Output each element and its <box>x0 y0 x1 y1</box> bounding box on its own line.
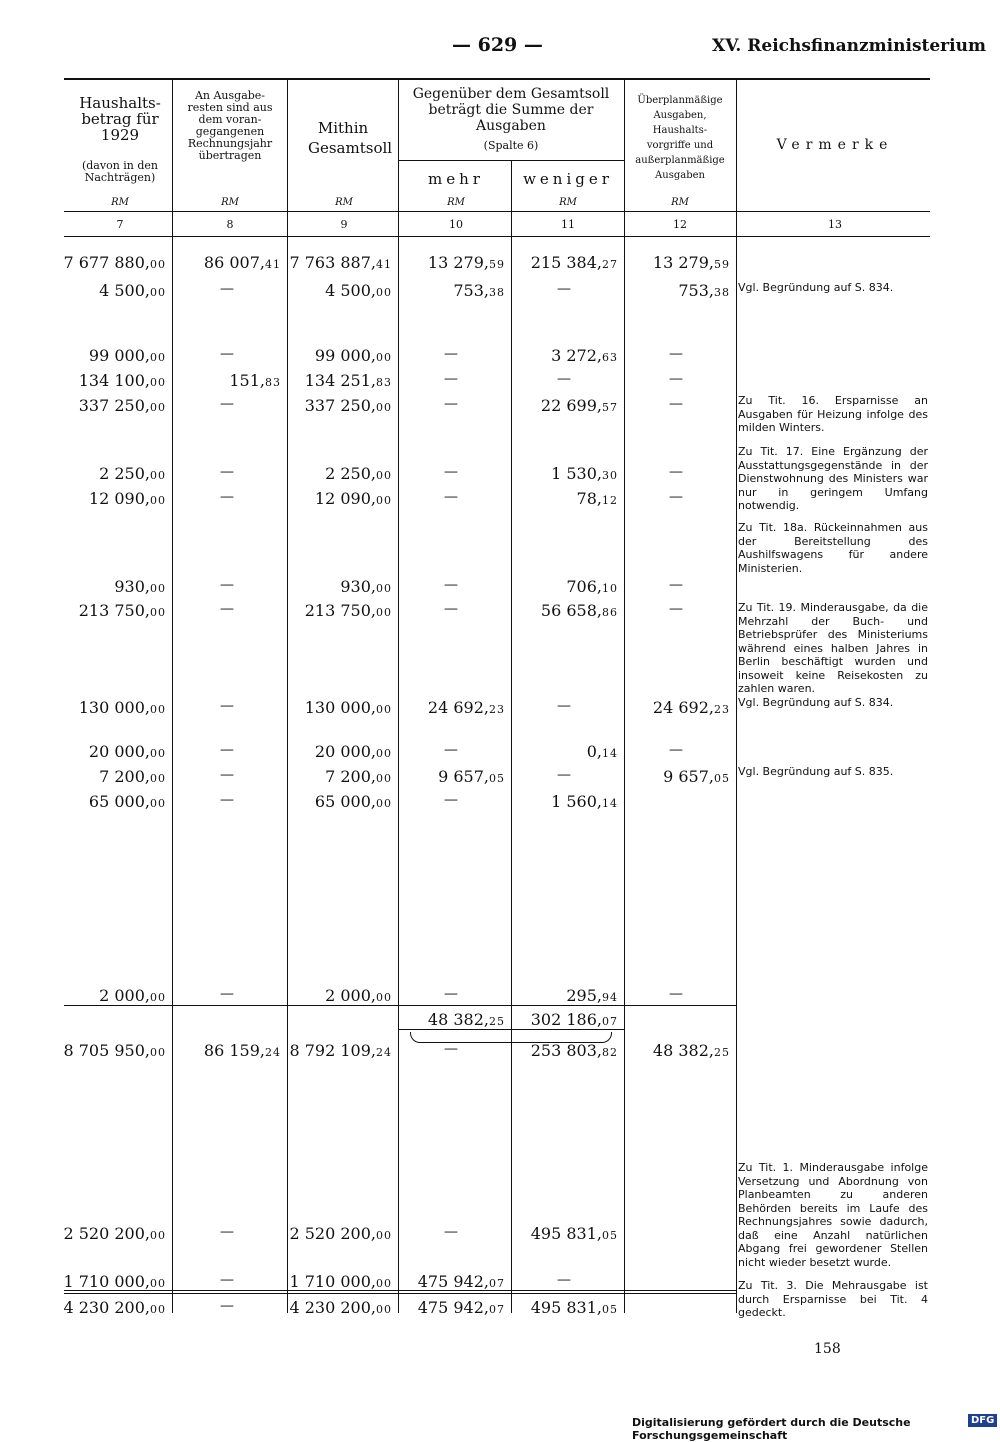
cell-c10: — <box>444 1041 458 1057</box>
amount-cents: 63 <box>602 351 618 364</box>
amount-cents: 00 <box>150 351 166 364</box>
cell-c8: — <box>220 489 234 505</box>
amount-cents: 05 <box>602 1303 618 1316</box>
amount-cents: 00 <box>376 747 392 760</box>
col11-unit: RM <box>559 197 577 208</box>
amount-whole: 9 657, <box>663 767 714 786</box>
cell-c7 <box>58 1224 166 1243</box>
amount-cents: 00 <box>376 797 392 810</box>
amount-cents: 41 <box>265 258 281 271</box>
amount-cents: 05 <box>602 1229 618 1242</box>
amount-cents: 94 <box>602 991 618 1004</box>
cell-c8: — <box>220 1298 234 1314</box>
amount-cents: 14 <box>602 747 618 760</box>
cell-c7 <box>58 1298 166 1317</box>
amount-whole: 8 705 950, <box>63 1041 150 1060</box>
amount-cents: 12 <box>602 494 618 507</box>
cell-c7 <box>58 281 166 300</box>
cell-c10: — <box>444 489 458 505</box>
cell-c8: — <box>220 346 234 362</box>
note-tit-3: Zu Tit. 3. Die Mehrausgabe ist durch Ersparnisse bei Tit. 4 gedeckt. <box>738 1279 928 1319</box>
note-vgl-834-a: Vgl. Begründung auf S. 834. <box>738 281 894 294</box>
amount-cents: 07 <box>489 1303 505 1316</box>
amount-cents: 24 <box>376 1046 392 1059</box>
note-tit-17: Zu Tit. 17. Eine Ergänzung der Ausstattungsgegenstände in der Dienstwohnung des Ministers war nur in geringem Umfang notwendig. <box>738 445 928 512</box>
note-vgl-835: Vgl. Begründung auf S. 835. <box>738 765 894 778</box>
cell-c8: — <box>220 792 234 808</box>
amount-whole: 130 000, <box>78 698 150 717</box>
amount-whole: 151, <box>229 371 265 390</box>
cell-c10 <box>397 1272 505 1291</box>
cell-c11 <box>510 396 618 415</box>
amount-cents: 07 <box>602 1015 618 1028</box>
col9-unit: RM <box>335 197 353 208</box>
cell-c7 <box>58 346 166 365</box>
amount-whole: 213 750, <box>304 601 376 620</box>
amount-cents: 00 <box>150 401 166 414</box>
cell-c11 <box>510 577 618 596</box>
amount-cents: 00 <box>376 703 392 716</box>
note-vgl-834-b: Vgl. Begründung auf S. 834. <box>738 696 894 709</box>
cell-c7 <box>58 742 166 761</box>
col10-header: mehr <box>428 170 484 188</box>
amount-whole: 2 520 200, <box>289 1224 376 1243</box>
amount-cents: 59 <box>489 258 505 271</box>
cell-c8: — <box>220 396 234 412</box>
cell-c12 <box>622 253 730 272</box>
cell-c10: — <box>444 346 458 362</box>
amount-cents: 00 <box>376 582 392 595</box>
amount-cents: 38 <box>489 286 505 299</box>
cell-c7 <box>58 1272 166 1291</box>
cell-c9 <box>284 346 392 365</box>
amount-cents: 25 <box>714 1046 730 1059</box>
amount-whole: 337 250, <box>78 396 150 415</box>
amount-cents: 00 <box>150 606 166 619</box>
col13-header: Vermerke <box>776 137 894 153</box>
amount-cents: 00 <box>150 747 166 760</box>
cell-c10 <box>397 253 505 272</box>
cell-c8 <box>173 1041 281 1060</box>
amount-whole: 99 000, <box>314 346 376 365</box>
cell-c11 <box>510 489 618 508</box>
cell-c9 <box>284 698 392 717</box>
amount-cents: 05 <box>489 772 505 785</box>
cell-c9 <box>284 1272 392 1291</box>
amount-cents: 00 <box>150 703 166 716</box>
amount-cents: 82 <box>602 1046 618 1059</box>
col12-header: Überplanmäßige Ausgaben, Haushalts- vorgriffe und außerplanmäßige Ausgaben <box>635 95 725 181</box>
dfg-logo: DFG <box>968 1414 997 1427</box>
cell-c11 <box>510 464 618 483</box>
amount-whole: 706, <box>566 577 602 596</box>
col10-unit: RM <box>447 197 465 208</box>
cell-c10 <box>397 281 505 300</box>
col13-number: 13 <box>828 218 842 231</box>
cell-c11 <box>510 792 618 811</box>
amount-cents: 14 <box>602 797 618 810</box>
column-divider <box>736 80 737 1313</box>
amount-whole: 7 763 887, <box>289 253 376 272</box>
amount-cents: 00 <box>376 286 392 299</box>
col10-11-header: Gegenüber dem Gesamtsoll beträgt die Summe der Ausgaben <box>412 86 610 134</box>
amount-whole: 78, <box>576 489 602 508</box>
amount-whole: 56 658, <box>540 601 602 620</box>
col8-number: 8 <box>226 218 234 231</box>
cell-c9 <box>284 489 392 508</box>
amount-cents: 24 <box>265 1046 281 1059</box>
cell-c7 <box>58 489 166 508</box>
amount-cents: 00 <box>376 606 392 619</box>
amount-cents: 07 <box>489 1277 505 1290</box>
cell-c10: — <box>444 742 458 758</box>
cell-c10 <box>397 1298 505 1317</box>
amount-cents: 00 <box>150 991 166 1004</box>
cell-c7 <box>58 601 166 620</box>
amount-whole: 48 382, <box>427 1010 489 1029</box>
amount-cents: 00 <box>150 797 166 810</box>
cell-c10: — <box>444 464 458 480</box>
amount-whole: 1 710 000, <box>63 1272 150 1291</box>
section-title: XV. Reichsfinanzministerium <box>712 36 986 56</box>
amount-whole: 2 520 200, <box>63 1224 150 1243</box>
cell-c7 <box>58 396 166 415</box>
amount-whole: 0, <box>586 742 602 761</box>
cell-c9 <box>284 742 392 761</box>
amount-cents: 00 <box>150 258 166 271</box>
amount-cents: 00 <box>376 494 392 507</box>
amount-cents: 00 <box>376 772 392 785</box>
cell-c12: — <box>669 371 683 387</box>
amount-cents: 30 <box>602 469 618 482</box>
amount-whole: 2 000, <box>325 986 376 1005</box>
cell-c11: — <box>557 698 571 714</box>
amount-whole: 20 000, <box>88 742 150 761</box>
cell-c11 <box>510 601 618 620</box>
cell-c8: — <box>220 464 234 480</box>
amount-cents: 05 <box>714 772 730 785</box>
col9-header: Mithin Gesamtsoll <box>308 119 393 157</box>
cell-c11 <box>510 1298 618 1317</box>
amount-whole: 753, <box>678 281 714 300</box>
col12-unit: RM <box>671 197 689 208</box>
cell-c10 <box>397 1010 505 1029</box>
amount-whole: 495 831, <box>530 1224 602 1243</box>
dfg-notice: Digitalisierung gefördert durch die Deutsche Forschungsgemeinschaft <box>632 1416 911 1442</box>
cell-c7 <box>58 792 166 811</box>
amount-whole: 930, <box>340 577 376 596</box>
amount-whole: 134 251, <box>304 371 376 390</box>
col11-header: weniger <box>523 170 613 188</box>
cell-c8 <box>173 253 281 272</box>
cell-c11: — <box>557 371 571 387</box>
cell-c7 <box>58 698 166 717</box>
cell-c8: — <box>220 281 234 297</box>
col10-11-subheader: (Spalte 6) <box>483 139 539 152</box>
amount-whole: 7 677 880, <box>63 253 150 272</box>
cell-c10 <box>397 767 505 786</box>
cell-c7 <box>58 577 166 596</box>
amount-whole: 253 803, <box>530 1041 602 1060</box>
amount-whole: 2 000, <box>99 986 150 1005</box>
amount-cents: 00 <box>150 772 166 785</box>
sheet-number: 158 <box>814 1341 841 1357</box>
amount-whole: 22 699, <box>540 396 602 415</box>
cell-c12: — <box>669 986 683 1002</box>
col8-header: An Ausgabe- resten sind aus dem voran- gegangenen Rechnungsjahr übertragen <box>187 89 273 162</box>
cell-c8 <box>173 371 281 390</box>
note-tit-18a: Zu Tit. 18a. Rückeinnahmen aus der Bereitstellung des Aushilfswagens für andere Ministerien. <box>738 521 928 575</box>
cell-c7 <box>58 986 166 1005</box>
col12-number: 12 <box>673 218 687 231</box>
amount-cents: 00 <box>376 1277 392 1290</box>
cell-c10: — <box>444 986 458 1002</box>
cell-c11: — <box>557 281 571 297</box>
amount-whole: 8 792 109, <box>289 1041 376 1060</box>
total-rule <box>64 1293 736 1294</box>
cell-c8: — <box>220 986 234 1002</box>
amount-whole: 475 942, <box>417 1272 489 1291</box>
amount-whole: 475 942, <box>417 1298 489 1317</box>
amount-whole: 65 000, <box>88 792 150 811</box>
amount-whole: 130 000, <box>304 698 376 717</box>
cell-c11 <box>510 346 618 365</box>
cell-c10 <box>397 698 505 717</box>
cell-c8: — <box>220 1224 234 1240</box>
cell-c7 <box>58 767 166 786</box>
cell-c9 <box>284 1224 392 1243</box>
col7-subheader: (davon in den Nachträgen) <box>81 159 159 184</box>
cell-c10: — <box>444 396 458 412</box>
cell-c7 <box>58 464 166 483</box>
cell-c10: — <box>444 601 458 617</box>
note-tit-19: Zu Tit. 19. Minderausgabe, da die Mehrzahl der Buch- und Betriebsprüfer des Ministeriums während eines halben Jahres in Berlin beschäftigt wurden und insoweit keine Reisekosten zu zahlen waren. <box>738 601 928 695</box>
amount-whole: 930, <box>114 577 150 596</box>
amount-whole: 9 657, <box>438 767 489 786</box>
column-divider <box>511 160 512 1313</box>
amount-cents: 00 <box>376 1303 392 1316</box>
cell-c10: — <box>444 1224 458 1240</box>
cell-c12: — <box>669 601 683 617</box>
cell-c9 <box>284 577 392 596</box>
cell-c12: — <box>669 577 683 593</box>
amount-whole: 65 000, <box>314 792 376 811</box>
column-number-bottom-rule <box>64 236 930 237</box>
amount-cents: 57 <box>602 401 618 414</box>
amount-cents: 86 <box>602 606 618 619</box>
amount-whole: 7 200, <box>325 767 376 786</box>
amount-whole: 495 831, <box>530 1298 602 1317</box>
cell-c9 <box>284 396 392 415</box>
cell-c7 <box>58 371 166 390</box>
amount-whole: 48 382, <box>652 1041 714 1060</box>
cell-c11: — <box>557 1272 571 1288</box>
amount-whole: 295, <box>566 986 602 1005</box>
cell-c9 <box>284 253 392 272</box>
amount-cents: 00 <box>150 494 166 507</box>
amount-cents: 00 <box>376 991 392 1004</box>
amount-whole: 7 200, <box>99 767 150 786</box>
amount-cents: 00 <box>376 469 392 482</box>
cell-c8: — <box>220 601 234 617</box>
amount-cents: 00 <box>150 1229 166 1242</box>
amount-whole: 20 000, <box>314 742 376 761</box>
cell-c12: — <box>669 396 683 412</box>
cell-c9 <box>284 601 392 620</box>
amount-cents: 00 <box>150 469 166 482</box>
cell-c10: — <box>444 371 458 387</box>
cell-c9 <box>284 986 392 1005</box>
amount-whole: 3 272, <box>551 346 602 365</box>
amount-whole: 302 186, <box>530 1010 602 1029</box>
subtotal-rule <box>64 1005 736 1006</box>
cell-c11 <box>510 1010 618 1029</box>
col11-number: 11 <box>561 218 575 231</box>
cell-c11 <box>510 742 618 761</box>
cell-c9 <box>284 792 392 811</box>
amount-cents: 23 <box>714 703 730 716</box>
amount-whole: 1 560, <box>551 792 602 811</box>
amount-cents: 00 <box>150 376 166 389</box>
cell-c8: — <box>220 577 234 593</box>
amount-whole: 1 710 000, <box>289 1272 376 1291</box>
amount-cents: 27 <box>602 258 618 271</box>
col7-header: Haushalts- betrag für 1929 <box>79 94 161 144</box>
cell-c8: — <box>220 1272 234 1288</box>
amount-whole: 1 530, <box>551 464 602 483</box>
amount-whole: 99 000, <box>88 346 150 365</box>
cell-c11 <box>510 986 618 1005</box>
cell-c9 <box>284 464 392 483</box>
amount-whole: 86 007, <box>203 253 265 272</box>
cell-c9 <box>284 1041 392 1060</box>
amount-whole: 86 159, <box>203 1041 265 1060</box>
amount-whole: 4 500, <box>325 281 376 300</box>
col8-unit: RM <box>221 197 239 208</box>
amount-whole: 134 100, <box>78 371 150 390</box>
amount-cents: 00 <box>150 286 166 299</box>
cell-c12: — <box>669 346 683 362</box>
amount-cents: 83 <box>265 376 281 389</box>
cell-c12 <box>622 1041 730 1060</box>
col10-number: 10 <box>449 218 463 231</box>
cell-c12: — <box>669 489 683 505</box>
cell-c9 <box>284 767 392 786</box>
amount-cents: 59 <box>714 258 730 271</box>
amount-cents: 00 <box>150 1046 166 1059</box>
cell-c12 <box>622 698 730 717</box>
note-tit-1: Zu Tit. 1. Minderausgabe infolge Versetzung und Abordnung von Planbeamten zu anderen Behörden bereits im Laufe des Rechnungsjahres sowie dadurch, daß eine Anzahl natürlichen Abgang frei gewordener Stellen nicht wieder besetzt wurde. <box>738 1161 928 1269</box>
amount-cents: 83 <box>376 376 392 389</box>
cell-c12: — <box>669 742 683 758</box>
cell-c10: — <box>444 577 458 593</box>
col7-unit: RM <box>111 197 129 208</box>
col9-number: 9 <box>340 218 348 231</box>
amount-whole: 24 692, <box>652 698 714 717</box>
cell-c11: — <box>557 767 571 783</box>
cell-c10: — <box>444 792 458 808</box>
cell-c9 <box>284 281 392 300</box>
amount-whole: 12 090, <box>88 489 150 508</box>
cell-c12 <box>622 767 730 786</box>
amount-whole: 12 090, <box>314 489 376 508</box>
page-number: — 629 — <box>452 34 543 56</box>
amount-whole: 753, <box>453 281 489 300</box>
amount-whole: 13 279, <box>652 253 714 272</box>
amount-whole: 2 250, <box>99 464 150 483</box>
amount-cents: 23 <box>489 703 505 716</box>
amount-cents: 00 <box>376 351 392 364</box>
note-tit-16: Zu Tit. 16. Ersparnisse an Ausgaben für Heizung infolge des milden Winters. <box>738 394 928 434</box>
cell-c7 <box>58 253 166 272</box>
cell-c8: — <box>220 698 234 714</box>
cell-c12 <box>622 281 730 300</box>
amount-cents: 00 <box>150 582 166 595</box>
cell-c9 <box>284 371 392 390</box>
amount-cents: 00 <box>376 1229 392 1242</box>
amount-cents: 00 <box>376 401 392 414</box>
amount-whole: 4 230 200, <box>289 1298 376 1317</box>
amount-cents: 41 <box>376 258 392 271</box>
cell-c7 <box>58 1041 166 1060</box>
amount-cents: 38 <box>714 286 730 299</box>
cell-c11 <box>510 1224 618 1243</box>
amount-cents: 00 <box>150 1303 166 1316</box>
subtotal-rule <box>398 1029 624 1030</box>
cell-c11 <box>510 253 618 272</box>
col7-number: 7 <box>116 218 124 231</box>
amount-whole: 337 250, <box>304 396 376 415</box>
column-number-top-rule <box>64 211 930 212</box>
amount-whole: 24 692, <box>427 698 489 717</box>
amount-whole: 215 384, <box>530 253 602 272</box>
amount-whole: 2 250, <box>325 464 376 483</box>
amount-cents: 10 <box>602 582 618 595</box>
cell-c11 <box>510 1041 618 1060</box>
amount-cents: 25 <box>489 1015 505 1028</box>
header-top-rule <box>64 78 930 80</box>
cell-c12: — <box>669 464 683 480</box>
amount-whole: 4 500, <box>99 281 150 300</box>
cell-c8: — <box>220 767 234 783</box>
amount-whole: 13 279, <box>427 253 489 272</box>
amount-whole: 213 750, <box>78 601 150 620</box>
cell-c9 <box>284 1298 392 1317</box>
amount-cents: 00 <box>150 1277 166 1290</box>
cell-c8: — <box>220 742 234 758</box>
amount-whole: 4 230 200, <box>63 1298 150 1317</box>
